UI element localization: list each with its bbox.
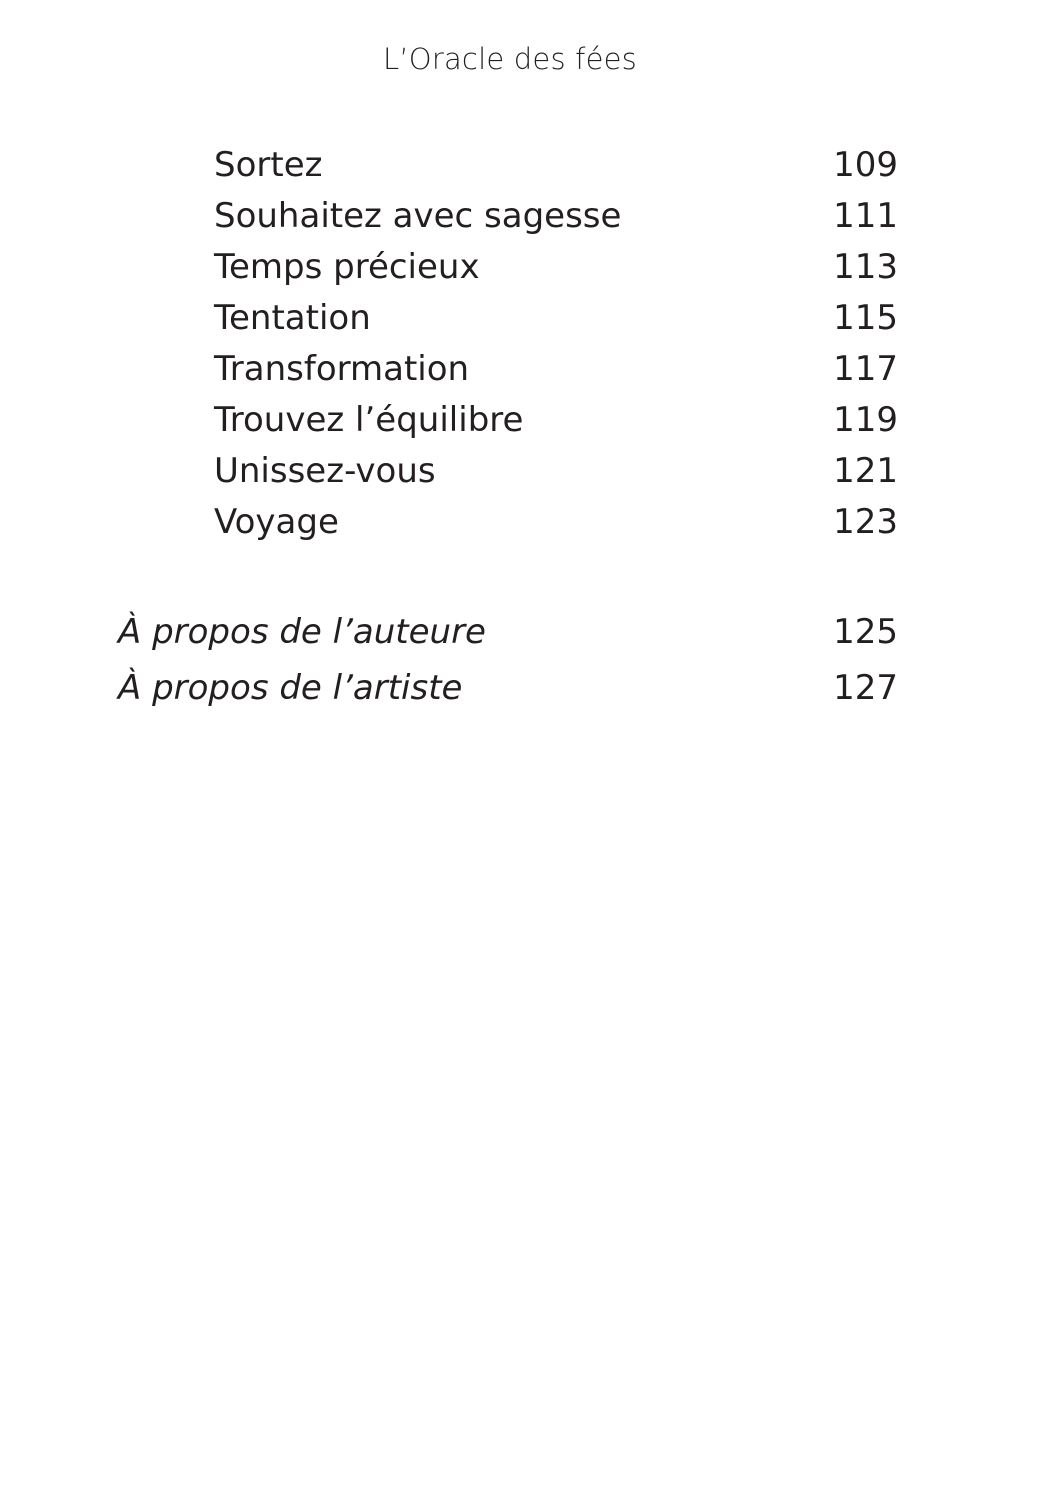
- toc-entry-label: Temps précieux: [214, 247, 480, 287]
- toc-entry: [214, 293, 898, 344]
- toc-entry: [214, 242, 898, 293]
- toc-entry-label: Voyage: [214, 502, 339, 542]
- toc-entry-page: 121: [833, 451, 898, 491]
- running-head-title: L’Oracle des fées: [383, 42, 637, 76]
- toc-entry-label: Transformation: [214, 349, 470, 389]
- toc-entry-page: 115: [833, 298, 898, 338]
- toc-entry-label: Sortez: [214, 145, 323, 185]
- toc-entry-label: Tentation: [214, 298, 371, 338]
- appendix-entry-page: 127: [833, 668, 898, 708]
- toc-entry-page: 113: [833, 247, 898, 287]
- toc-entry: [214, 344, 898, 395]
- toc-entry: [214, 446, 898, 497]
- appendix-entry-page: 125: [833, 612, 898, 652]
- toc-entry: [214, 140, 898, 191]
- toc-entry-page: 119: [833, 400, 898, 440]
- toc-entry-page: 117: [833, 349, 898, 389]
- appendix-list: [118, 604, 898, 716]
- toc-entry-page: 123: [833, 502, 898, 542]
- toc-entry-label: Trouvez l’équilibre: [214, 400, 524, 440]
- toc-entry-label: Unissez-vous: [214, 451, 436, 491]
- toc-entry-page: 109: [833, 145, 898, 185]
- appendix-entry: [118, 604, 898, 660]
- toc-list: [214, 140, 898, 548]
- toc-entry: [214, 497, 898, 548]
- toc-entry: [214, 395, 898, 446]
- toc-entry: [214, 191, 898, 242]
- appendix-entry: [118, 660, 898, 716]
- toc-entry-label: Souhaitez avec sagesse: [214, 196, 622, 236]
- appendix-entry-label: À propos de l’artiste: [118, 668, 463, 708]
- toc-entry-page: 111: [833, 196, 898, 236]
- appendix-entry-label: À propos de l’auteure: [118, 612, 486, 652]
